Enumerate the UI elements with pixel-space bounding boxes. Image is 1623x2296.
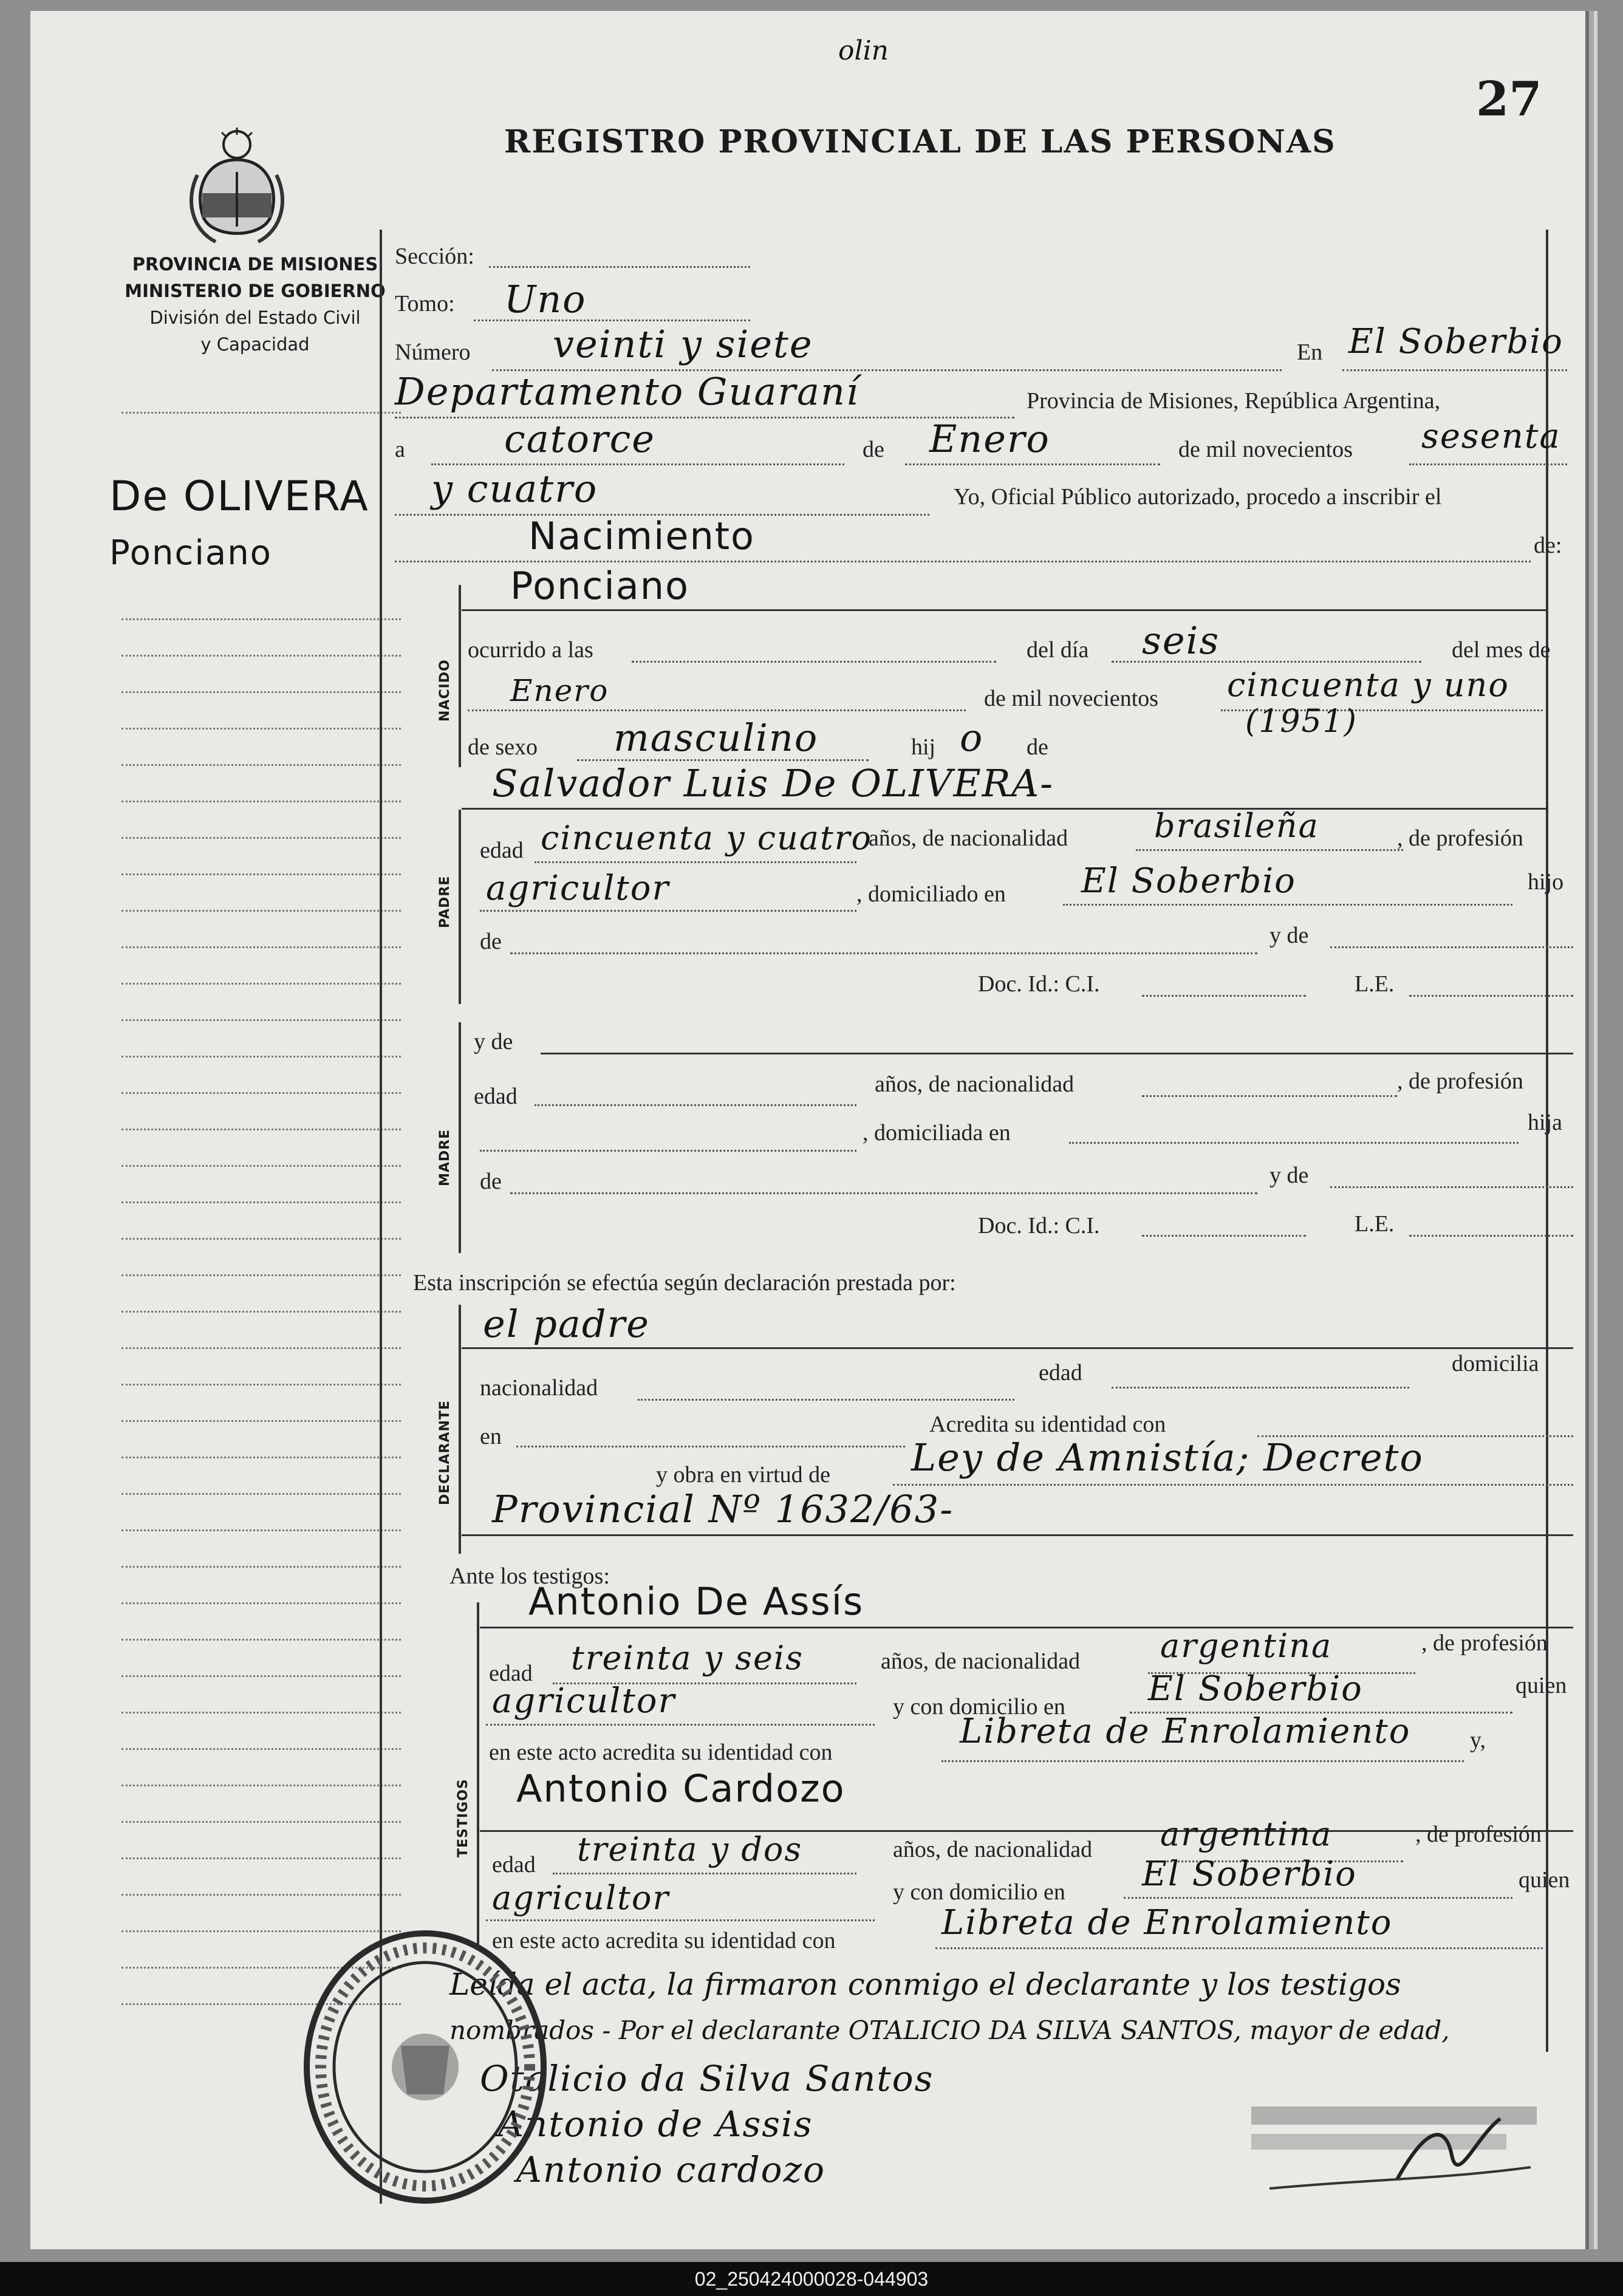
label-profesion-madre: , de profesión [1397,1068,1523,1094]
padre-nacionalidad: brasileña [1154,807,1319,845]
label-de-abuelo: de [480,929,502,954]
label-quien-t2: quien [1519,1867,1570,1893]
testigo2-domicilio: El Soberbio [1142,1854,1357,1894]
label-anos-nac-t2: años, de nacionalidad [893,1837,1093,1862]
dia-nacimiento-value: seis [1142,618,1220,663]
label-y-comma-t1: y, [1470,1727,1486,1753]
line-decl-dom [516,1446,905,1447]
line-padre-dom [1063,904,1512,906]
label-quien-t1: quien [1515,1673,1567,1698]
label-le-madre: L.E. [1355,1211,1395,1237]
line-tomo [474,319,750,321]
main-left-rule [380,230,382,2204]
label-acto-acredita-t2: en este acto acredita su identidad con [492,1928,836,1953]
line-dia [431,463,844,465]
testigo1-domicilio: El Soberbio [1148,1669,1363,1709]
line-seccion [489,266,750,268]
line-t2-edad [553,1873,856,1874]
label-profesion: , de profesión [1397,825,1523,851]
line-madre-edad [535,1104,856,1106]
label-profesion-t2: , de profesión [1415,1822,1542,1847]
side-label-madre: MADRE [437,1129,453,1186]
label-de-madre-padres: de [480,1169,502,1194]
label-numero: Número [395,340,471,365]
testigo1-edad: treinta y seis [571,1639,804,1677]
label-con-domicilio-t1: y con domicilio en [893,1694,1065,1720]
label-hijo: hijo [1528,869,1564,895]
line-padre-nac [1136,849,1403,851]
label-profesion-t1: , de profesión [1421,1630,1548,1656]
label-y-de-madre-2: y de [1269,1163,1309,1188]
official-seal-stamp [298,1924,553,2210]
declarante-value: el padre [483,1302,650,1346]
line-abuelo [510,952,1257,954]
label-y-de: y de [1269,923,1309,948]
padre-edad: cincuenta y cuatro [541,819,873,857]
org-capacity: y Capacidad [200,334,310,355]
testigo2-profesion: agricultor [492,1879,670,1917]
line-ci-madre [1142,1235,1306,1237]
label-domiciliada: , domiciliada en [863,1120,1011,1146]
label-domiciliado: , domiciliado en [856,881,1006,907]
top-annotation: olin [838,35,889,66]
side-label-nacido: NACIDO [437,659,453,722]
margin-given-name: Ponciano [109,533,272,573]
label-doc-id-padre: Doc. Id.: C.I. [978,971,1100,997]
line-madre-nac [1142,1095,1397,1097]
line-mes [905,463,1160,465]
label-provincia: Provincia de Misiones, República Argentina, [1027,388,1441,414]
label-mil-nov-2: de mil novecientos [984,686,1159,711]
side-label-declarante: DECLARANTE [437,1400,453,1505]
label-anos-nac-t1: años, de nacionalidad [881,1649,1081,1674]
line-t2-prof [486,1919,875,1921]
signature-declarante: Otalicio da Silva Santos [480,2058,934,2099]
org-province: PROVINCIA DE MISIONES [132,254,378,275]
line-anio [1409,463,1567,465]
line-hora [632,661,996,663]
line-en [1342,369,1567,371]
anio-inscripcion-1: sesenta [1421,417,1561,456]
line-padre-nombre [462,808,1546,810]
label-acredita: Acredita su identidad con [929,1412,1166,1437]
label-del-dia: del día [1027,637,1089,663]
page-number: 27 [1476,72,1542,127]
acto-value: Nacimiento [528,514,755,558]
line-dia-nac [1112,661,1421,663]
label-inscripcion: Esta inscripción se efectúa según declaración prestada por: [413,1270,956,1296]
obra-value-2: Provincial Nº 1632/63- [492,1487,954,1531]
line-t2-id [935,1947,1543,1949]
line-abuela [1330,946,1573,948]
label-obra: y obra en virtud de [656,1462,831,1488]
signature-testigo-1: Antonio de Assis [498,2103,813,2145]
line-decl-nac [638,1399,1014,1401]
line-declarante [462,1347,1573,1349]
testigo1-identidad: Libreta de Enrolamiento [960,1712,1411,1751]
label-anos-nac-madre: años, de nacionalidad [875,1071,1075,1097]
official-signature-stamp [1245,2100,1561,2198]
side-label-testigos: TESTIGOS [456,1778,471,1857]
label-de-padres: de [1027,734,1048,760]
padre-profesion: agricultor [486,869,670,908]
label-edad-decl: edad [1039,1360,1082,1385]
line-t2-dom [1124,1897,1512,1899]
page-title: REGISTRO PROVINCIAL DE LAS PERSONAS [504,123,1336,160]
main-right-rule [1546,230,1548,2052]
line-padre-prof [480,910,856,912]
line-departamento [395,417,1014,419]
testigo1-profesion: agricultor [492,1681,676,1721]
line-madre-prof [480,1150,856,1152]
declarante-rule [459,1305,461,1554]
org-division: División del Estado Civil [149,307,361,328]
label-ante-testigos: Ante los testigos: [449,1563,610,1589]
register-page [30,11,1585,2249]
en-value: El Soberbio [1348,322,1563,361]
line-testigo1-nombre [480,1627,1573,1628]
label-tomo: Tomo: [395,291,455,316]
line-acto [395,561,1531,562]
signature-testigo-2: Antonio cardozo [516,2149,826,2190]
label-edad-t1: edad [489,1661,533,1686]
label-domicilia: domicilia [1452,1351,1539,1376]
mes-nacimiento-value: Enero [510,673,609,708]
label-en-decl: en [480,1424,502,1449]
label-acto-acredita-t1: en este acto acredita su identidad con [489,1740,833,1765]
line-abuela-m [1330,1186,1573,1188]
label-a: a [395,437,405,462]
nacido-rule [459,585,461,767]
testigo2-identidad: Libreta de Enrolamiento [941,1903,1393,1942]
testigo1-nombre: Antonio De Assís [528,1579,864,1624]
line-decl-edad [1112,1387,1409,1389]
testigo2-nombre: Antonio Cardozo [516,1766,846,1811]
label-edad-padre: edad [480,838,524,863]
image-id-footer: 02_250424000028-044903 [0,2262,1623,2296]
side-label-padre: PADRE [437,875,453,928]
tomo-value: Uno [504,277,587,321]
label-nacionalidad-decl: nacionalidad [480,1375,598,1401]
anio-inscripcion-2: y cuatro [431,466,598,511]
hij-suffix: o [960,716,984,760]
line-obra [893,1484,1573,1486]
padre-rule [459,810,461,1004]
line-madre-nombre [541,1053,1573,1054]
label-seccion: Sección: [395,244,474,269]
org-ministry: MINISTERIO DE GOBIERNO [125,281,386,301]
label-mil-novecientos: de mil novecientos [1178,437,1353,462]
departamento-value: Departamento Guaraní [395,369,859,414]
label-le-padre: L.E. [1355,971,1395,997]
closing-line-1: Leída el acta, la firmaron conmigo el declarante y los testigos [449,1967,1401,2002]
line-le-madre [1409,1235,1573,1237]
line-t1-id [941,1760,1464,1762]
madre-rule [459,1022,461,1253]
line-le-padre [1409,995,1573,997]
testigo2-edad: treinta y dos [577,1830,803,1868]
anio-nacimiento-value: cincuenta y uno [1227,666,1509,704]
label-de-colon: de: [1534,533,1562,558]
closing-line-2: nombrados - Por el declarante OTALICIO DA SILVA SANTOS, mayor de edad, [449,2015,1450,2045]
anio-nacimiento-num: (1951) [1245,703,1358,740]
line-abuelo-m [510,1192,1257,1194]
dia-inscripcion-value: catorce [504,417,655,461]
line-mes-nac [468,709,966,711]
label-anos-nac: años, de nacionalidad [869,825,1068,851]
label-hija: hija [1528,1110,1562,1135]
sexo-value: masculino [613,716,819,760]
padre-nombre: Salvador Luis De OLIVERA- [492,761,1054,805]
label-edad-t2: edad [492,1852,536,1877]
margin-surname: De OLIVERA [109,473,369,521]
obra-value-1: Ley de Amnistía; Decreto [911,1435,1424,1480]
nombre-value: Ponciano [510,564,689,608]
label-de: de [863,437,884,462]
line-madre-dom [1069,1142,1519,1144]
label-edad-madre: edad [474,1084,518,1109]
numero-value: veinti y siete [553,322,813,366]
label-doc-id-madre: Doc. Id.: C.I. [978,1213,1100,1239]
label-ocurrido: ocurrido a las [468,637,593,663]
line-ci-padre [1142,995,1306,997]
label-hij: hij [911,734,936,760]
label-yo-oficial: Yo, Oficial Público autorizado, procedo a inscribir el [954,484,1442,510]
mes-inscripcion-value: Enero [929,417,1050,461]
label-del-mes: del mes de [1452,637,1551,663]
label-y-de-madre: y de [474,1029,513,1054]
line-obra-2 [462,1534,1573,1536]
testigos-rule [477,1602,479,1949]
label-sexo: de sexo [468,734,538,760]
line-nombre [462,609,1546,611]
padre-domicilio: El Soberbio [1081,861,1296,901]
testigo2-nacionalidad: argentina [1160,1815,1333,1853]
testigo1-nacionalidad: argentina [1160,1627,1333,1665]
line-t1-prof [486,1724,875,1726]
coat-of-arms-emblem [179,126,295,248]
label-en: En [1297,340,1323,365]
label-con-domicilio-t2: y con domicilio en [893,1879,1065,1905]
line-padre-edad [535,861,856,863]
